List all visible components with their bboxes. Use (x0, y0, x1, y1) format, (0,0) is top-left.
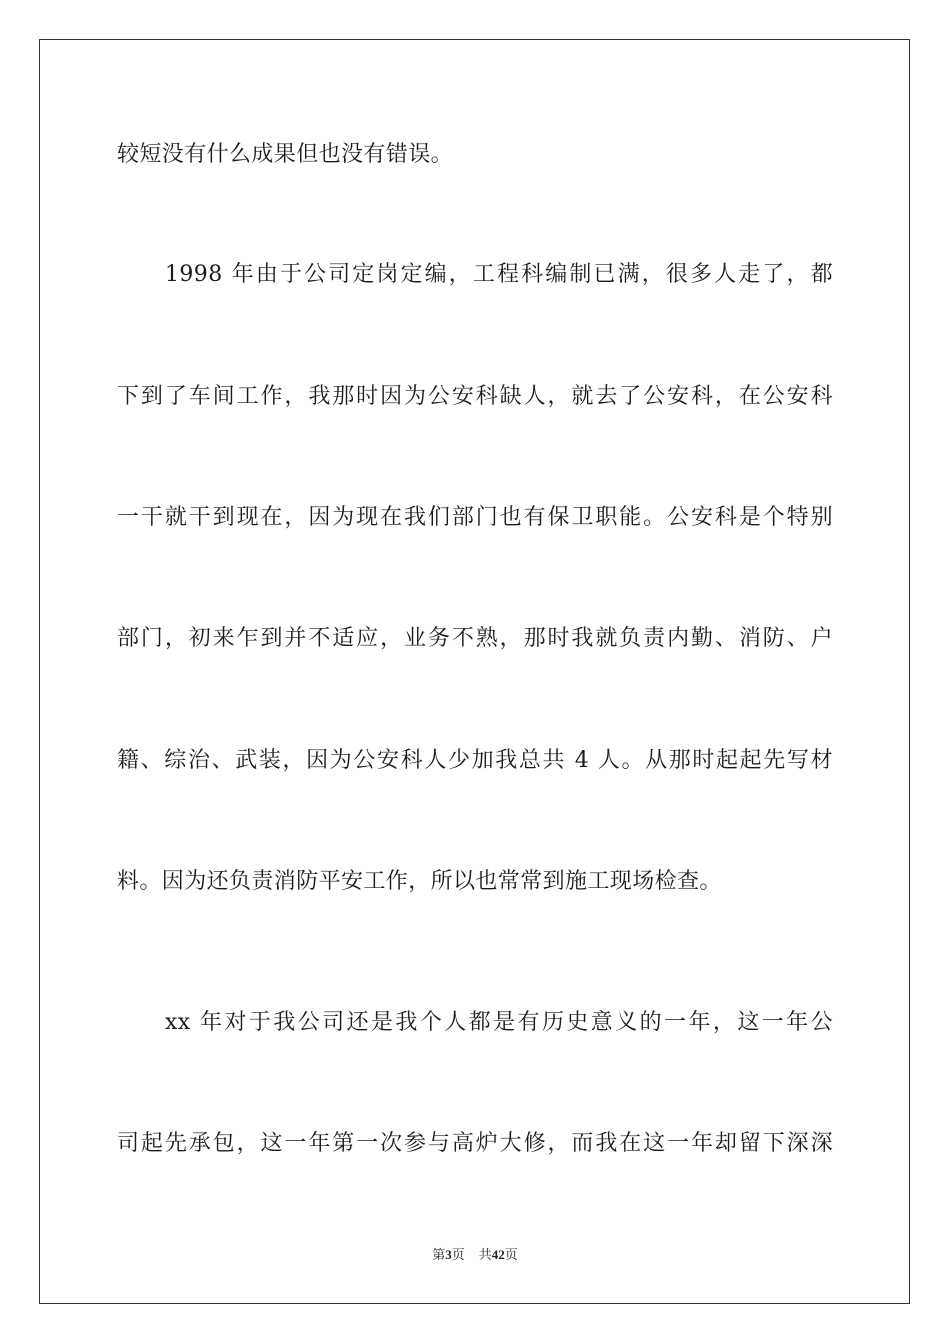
text-line-9: 司起先承包，这一年第一次参与高炉大修，而我在这一年却留下深深 (117, 1131, 833, 1156)
footer-page-current: 3 (445, 1247, 452, 1262)
text-line-5: 部门，初来乍到并不适应，业务不熟，那时我就负责内勤、消防、户 (117, 626, 833, 651)
text-line-4: 一干就干到现在，因为现在我们部门也有保卫职能。公安科是个特别 (117, 505, 833, 530)
footer-total-prefix: 共 (478, 1247, 492, 1262)
footer-page-suffix: 页 (451, 1247, 465, 1262)
page-border (39, 39, 910, 1304)
text-line-6: 籍、综治、武装，因为公安科人少加我总共 4 人。从那时起起先写材 (117, 748, 833, 773)
footer-page-prefix: 第 (432, 1247, 446, 1262)
text-line-3: 下到了车间工作，我那时因为公安科缺人，就去了公安科，在公安科 (117, 384, 833, 409)
text-line-2: 1998 年由于公司定岗定编，工程科编制已满，很多人走了，都 (165, 262, 833, 287)
text-line-8: xx 年对于我公司还是我个人都是有历史意义的一年，这一年公 (165, 1010, 833, 1035)
footer-page-total: 42 (491, 1247, 505, 1262)
footer-total-suffix: 页 (504, 1247, 518, 1262)
text-line-7: 料。因为还负责消防平安工作，所以也常常到施工现场检查。 (117, 869, 722, 894)
page-footer (0, 1246, 950, 1264)
text-line-1: 较短没有什么成果但也没有错误。 (117, 142, 454, 167)
